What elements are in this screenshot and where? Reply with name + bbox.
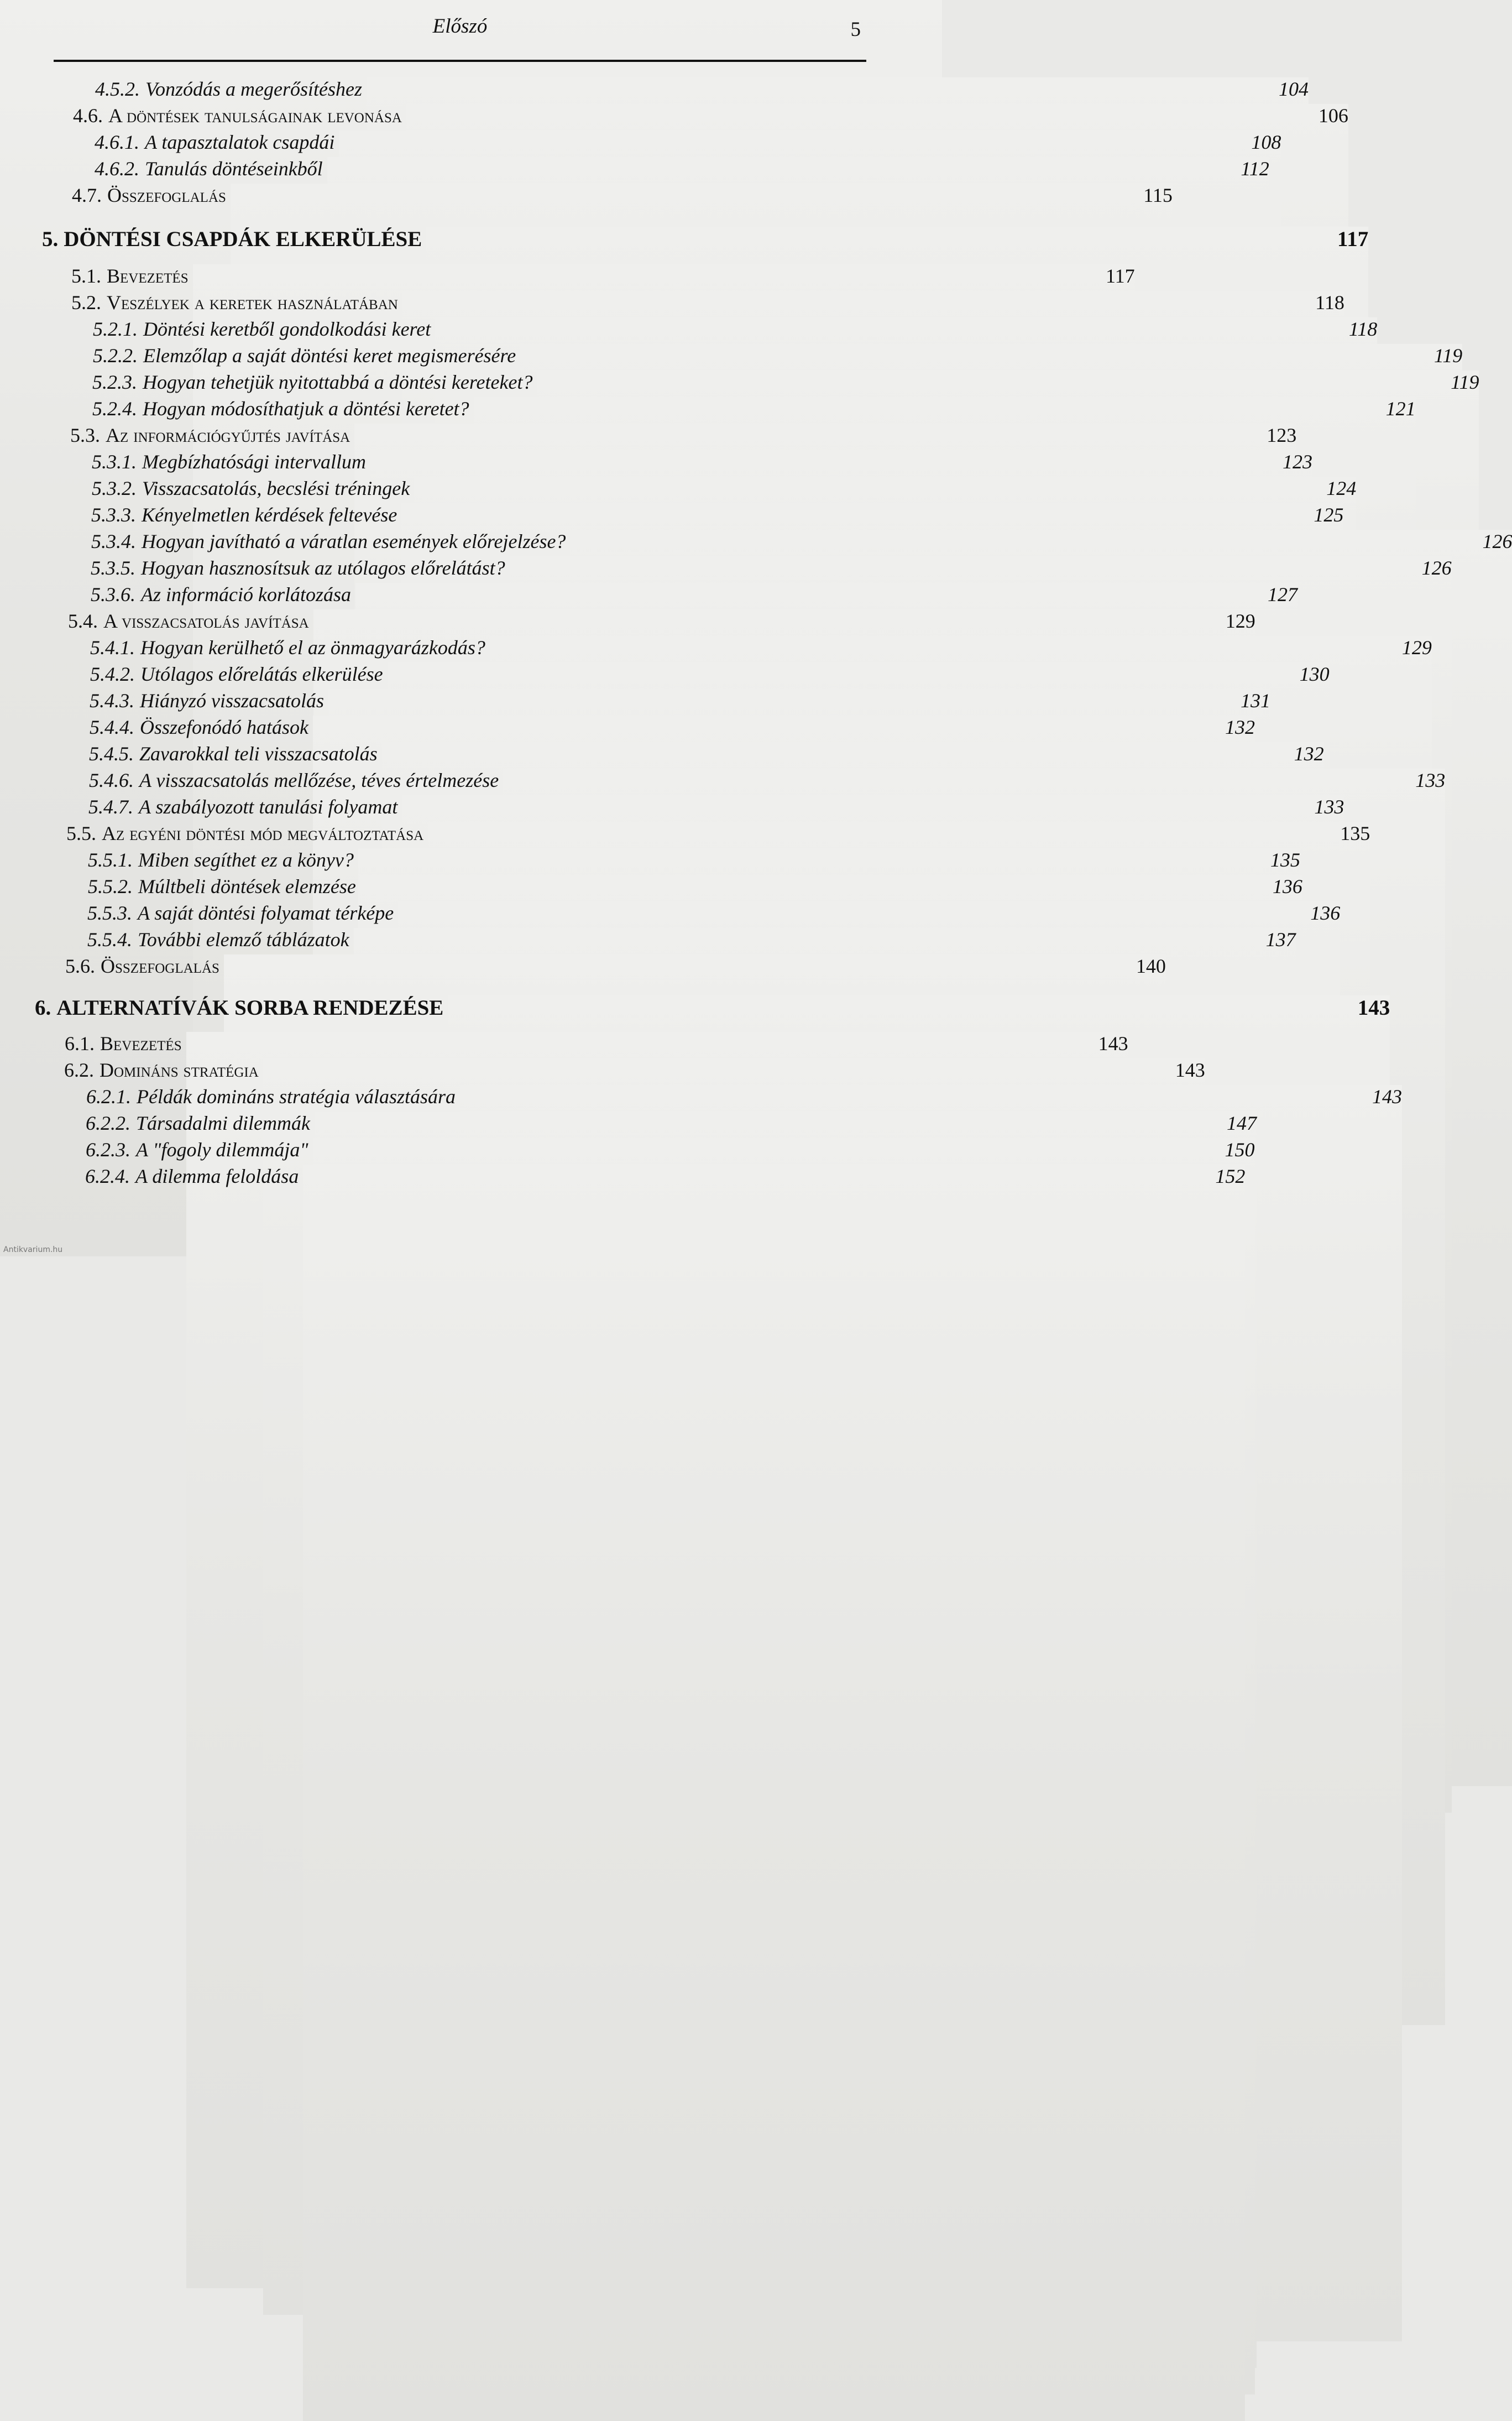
toc-entry-title: Hiányzó visszacsatolás bbox=[140, 690, 324, 712]
toc-entry-number: 5.4.5. bbox=[89, 743, 134, 765]
toc-entry-title: Összefonódó hatások bbox=[140, 716, 308, 738]
toc-entry-page: 126 bbox=[510, 556, 1452, 1813]
toc-entry-number: 5.2.1. bbox=[93, 318, 138, 340]
toc-entry-title: Társadalmi dilemmák bbox=[136, 1112, 310, 1134]
toc-entry-page: 119 bbox=[520, 344, 1462, 1600]
toc-entry bbox=[92, 477, 1357, 502]
toc-entry-title: A visszacsatolás javítása bbox=[103, 610, 309, 632]
toc-entry-page: 135 bbox=[428, 822, 1370, 2078]
toc-entry-page: 130 bbox=[388, 662, 1330, 1919]
toc-entry-page: 121 bbox=[474, 397, 1416, 1653]
toc-entry bbox=[87, 901, 1341, 927]
toc-entry-page: 118 bbox=[435, 317, 1377, 1574]
page-number: 5 bbox=[850, 18, 861, 41]
toc-entry bbox=[89, 769, 1446, 794]
toc-entry-title: Összefoglalás bbox=[101, 955, 219, 977]
toc-entry-page: 143 bbox=[186, 1032, 1128, 2288]
toc-entry-title: A saját döntési folyamat térképe bbox=[138, 902, 394, 924]
toc-entry-page: 106 bbox=[406, 104, 1348, 1360]
toc-entry-page: 143 bbox=[448, 995, 1390, 2252]
toc-entry-title: A tapasztalatok csapdái bbox=[145, 131, 335, 153]
toc-entry-page: 123 bbox=[354, 424, 1296, 1680]
toc-entry-title: Múltbeli döntések elemzése bbox=[138, 875, 356, 898]
toc-entry-title: Zavarokkal teli visszacsatolás bbox=[139, 743, 378, 765]
toc-entry bbox=[72, 184, 1173, 209]
toc-entry-page: 108 bbox=[339, 131, 1281, 1387]
toc-entry bbox=[95, 157, 1269, 182]
toc-entry-page: 147 bbox=[315, 1112, 1257, 2368]
toc-entry bbox=[88, 875, 1302, 900]
toc-entry bbox=[91, 583, 1298, 608]
toc-entry-number: 4.7. bbox=[72, 184, 102, 206]
toc-entry-number: 5.4. bbox=[68, 610, 98, 632]
toc-entry bbox=[92, 450, 1312, 476]
toc-entry-page: 127 bbox=[355, 583, 1298, 1839]
toc-entry-page: 150 bbox=[313, 1138, 1255, 2394]
toc-entry-number: 5.3.6. bbox=[91, 583, 135, 606]
toc-entry bbox=[66, 822, 1370, 847]
toc-entry bbox=[65, 954, 1166, 980]
toc-entry-number: 5.2.4. bbox=[92, 398, 137, 420]
toc-entry-page: 136 bbox=[360, 875, 1302, 2131]
toc-entry bbox=[90, 636, 1432, 661]
toc-entry-number: 5.3.5. bbox=[91, 557, 135, 579]
toc-entry bbox=[91, 503, 1344, 529]
toc-entry-number: 5.5. bbox=[66, 822, 96, 844]
toc-entry bbox=[92, 371, 1479, 396]
toc-entry bbox=[88, 848, 1300, 874]
toc-entry bbox=[90, 716, 1255, 741]
toc-entry-page: 137 bbox=[354, 928, 1296, 2184]
toc-entry-number: 5.3.3. bbox=[91, 504, 136, 526]
toc-entry bbox=[86, 1085, 1402, 1110]
toc-entry-page: 124 bbox=[414, 477, 1356, 1733]
toc-entry-title: Vonzódás a megerősítéshez bbox=[145, 78, 362, 100]
toc-entry bbox=[42, 227, 1369, 252]
toc-entry-page: 126 bbox=[570, 530, 1512, 1786]
toc-entry-number: 5.3. bbox=[70, 424, 100, 446]
toc-entry-page: 104 bbox=[367, 77, 1309, 1334]
toc-entry-page: 131 bbox=[328, 689, 1270, 1945]
toc-entry-title: Megbízhatósági intervallum bbox=[142, 451, 366, 473]
toc-entry bbox=[35, 995, 1390, 1021]
toc-entry-title: Domináns stratégia bbox=[100, 1059, 259, 1081]
toc-entry-page: 132 bbox=[382, 742, 1324, 1999]
toc-entry bbox=[93, 317, 1378, 343]
toc-entry bbox=[91, 556, 1452, 582]
toc-entry bbox=[86, 1138, 1255, 1163]
toc-entry-title: Összefoglalás bbox=[107, 184, 226, 206]
toc-entry-number: 5.3.2. bbox=[92, 477, 137, 499]
toc-entry-number: 5.4.1. bbox=[90, 636, 135, 659]
toc-entry-title: ALTERNATÍVÁK SORBA RENDEZÉSE bbox=[56, 996, 444, 1020]
toc-entry-number: 6. bbox=[35, 996, 51, 1020]
toc-entry bbox=[89, 742, 1324, 768]
toc-entry-number: 5. bbox=[42, 227, 59, 251]
toc-entry-number: 5.2.2. bbox=[93, 345, 138, 367]
toc-entry-number: 5.1. bbox=[71, 265, 101, 287]
toc-entry-title: Tanulás döntéseinkből bbox=[145, 158, 323, 180]
toc-entry-number: 6.2.2. bbox=[86, 1112, 130, 1134]
toc-entry bbox=[90, 689, 1270, 714]
toc-entry bbox=[95, 131, 1281, 156]
toc-entry-title: Az egyéni döntési mód megváltoztatása bbox=[102, 822, 424, 844]
toc-entry-page: 133 bbox=[503, 769, 1445, 2025]
toc-entry-number: 5.2. bbox=[71, 291, 101, 314]
toc-entry-title: Döntési keretből gondolkodási keret bbox=[143, 318, 431, 340]
toc-entry bbox=[71, 264, 1135, 290]
toc-entry-title: A "fogoly dilemmája" bbox=[136, 1139, 308, 1161]
toc-entry-number: 5.6. bbox=[65, 955, 95, 977]
toc-entry bbox=[85, 1165, 1246, 1190]
toc-entry-number: 5.4.4. bbox=[90, 716, 134, 738]
toc-entry-page: 118 bbox=[402, 291, 1344, 1547]
toc-entry-page: 135 bbox=[358, 848, 1300, 2105]
toc-entry-title: Példák domináns stratégia választására bbox=[137, 1086, 456, 1108]
toc-entry-title: A döntések tanulságainak levonása bbox=[108, 105, 402, 127]
toc-entry bbox=[65, 1032, 1128, 1057]
toc-entry-title: Hogyan javítható a váratlan események előrejelzése? bbox=[142, 530, 566, 552]
toc-entry-title: A szabályozott tanulási folyamat bbox=[139, 796, 398, 818]
watermark: Antikvarium.hu bbox=[3, 1245, 63, 1254]
toc-entry-page: 143 bbox=[263, 1058, 1205, 2315]
toc-entry bbox=[71, 291, 1344, 316]
toc-entry-title: Kényelmetlen kérdések feltevése bbox=[142, 504, 397, 526]
toc-entry-number: 5.3.1. bbox=[92, 451, 137, 473]
toc-entry-number: 6.2.3. bbox=[86, 1139, 130, 1161]
toc-entry-number: 5.5.2. bbox=[88, 875, 133, 898]
toc-entry bbox=[87, 928, 1296, 953]
toc-entry bbox=[93, 344, 1463, 369]
toc-entry-number: 4.6.1. bbox=[95, 131, 139, 153]
toc-entry bbox=[88, 795, 1344, 821]
toc-entry-number: 6.2.4. bbox=[85, 1165, 130, 1187]
toc-entry-title: Hogyan hasznosítsuk az utólagos előrelátást? bbox=[141, 557, 505, 579]
toc-entry bbox=[68, 609, 1255, 635]
toc-entry bbox=[86, 1112, 1257, 1137]
toc-entry-title: Utólagos előrelátás elkerülése bbox=[140, 663, 383, 685]
toc-entry-number: 5.5.4. bbox=[87, 928, 132, 951]
toc-entry-page: 123 bbox=[370, 450, 1312, 1707]
toc-entry-title: Veszélyek a keretek használatában bbox=[107, 291, 398, 314]
toc-entry bbox=[90, 662, 1330, 688]
toc-entry-title: Bevezetés bbox=[100, 1032, 182, 1055]
toc-entry-number: 5.3.4. bbox=[91, 530, 136, 552]
toc-entry-page: 132 bbox=[313, 716, 1255, 1972]
toc-entry-title: Hogyan módosíthatjuk a döntési keretet? bbox=[143, 398, 469, 420]
toc-entry-title: Az információgyűjtés javítása bbox=[106, 424, 350, 446]
toc-entry-title: A visszacsatolás mellőzése, téves értelmezése bbox=[139, 769, 499, 791]
toc-entry bbox=[64, 1058, 1205, 1084]
toc-entry-number: 4.6.2. bbox=[95, 158, 139, 180]
header-rule bbox=[54, 60, 866, 62]
toc-entry-number: 5.5.1. bbox=[88, 849, 133, 871]
toc-entry-page: 112 bbox=[327, 157, 1269, 1413]
toc-entry-page: 133 bbox=[402, 795, 1344, 2052]
toc-entry bbox=[70, 424, 1297, 449]
toc-entry-page: 140 bbox=[224, 954, 1166, 2211]
toc-entry-number: 6.2. bbox=[64, 1059, 94, 1081]
toc-entry-title: Visszacsatolás, becslési tréningek bbox=[142, 477, 410, 499]
toc-entry-title: Elemzőlap a saját döntési keret megismerésére bbox=[143, 345, 516, 367]
toc-entry-page: 129 bbox=[313, 609, 1255, 1866]
toc-entry-number: 6.1. bbox=[65, 1032, 95, 1055]
toc-entry-title: A dilemma feloldása bbox=[135, 1165, 299, 1187]
toc-entry-title: Miben segíthet ez a könyv? bbox=[138, 849, 354, 871]
toc-entry-page: 115 bbox=[231, 184, 1173, 1440]
toc-entry-number: 4.6. bbox=[73, 105, 103, 127]
toc-entry-page: 129 bbox=[490, 636, 1432, 1892]
toc-entry-page: 125 bbox=[401, 503, 1343, 1760]
toc-entry-number: 5.4.3. bbox=[90, 690, 134, 712]
toc-entry-title: Bevezetés bbox=[107, 265, 189, 287]
toc-entry-page: 117 bbox=[193, 264, 1135, 1521]
toc-entry-page: 152 bbox=[303, 1165, 1245, 2421]
toc-entry-page: 117 bbox=[426, 227, 1368, 1483]
toc-entry bbox=[73, 104, 1348, 129]
toc-entry-page: 119 bbox=[537, 371, 1479, 1627]
toc-entry-title: Hogyan kerülhető el az önmagyarázkodás? bbox=[140, 636, 485, 659]
toc-entry bbox=[92, 397, 1416, 422]
toc-entry bbox=[91, 530, 1512, 555]
toc-entry-number: 5.4.7. bbox=[88, 796, 133, 818]
toc-entry-number: 5.4.2. bbox=[90, 663, 135, 685]
toc-entry-title: DÖNTÉSI CSAPDÁK ELKERÜLÉSE bbox=[64, 227, 422, 251]
toc-entry-number: 5.4.6. bbox=[89, 769, 134, 791]
toc-entry-number: 4.5.2. bbox=[95, 78, 140, 100]
toc-entry-page: 136 bbox=[398, 901, 1340, 2158]
toc-entry-number: 5.5.3. bbox=[87, 902, 132, 924]
toc-entry bbox=[95, 77, 1309, 103]
running-head: Előszó bbox=[432, 15, 488, 38]
page-header bbox=[54, 11, 866, 66]
toc-entry-number: 6.2.1. bbox=[86, 1086, 131, 1108]
toc-entry-title: Hogyan tehetjük nyitottabbá a döntési kereteket? bbox=[143, 371, 533, 393]
toc-entry-title: Az információ korlátozása bbox=[141, 583, 352, 606]
toc-entry-number: 5.2.3. bbox=[92, 371, 137, 393]
toc-entry-page: 143 bbox=[460, 1085, 1402, 2341]
toc-entry-title: További elemző táblázatok bbox=[138, 928, 349, 951]
